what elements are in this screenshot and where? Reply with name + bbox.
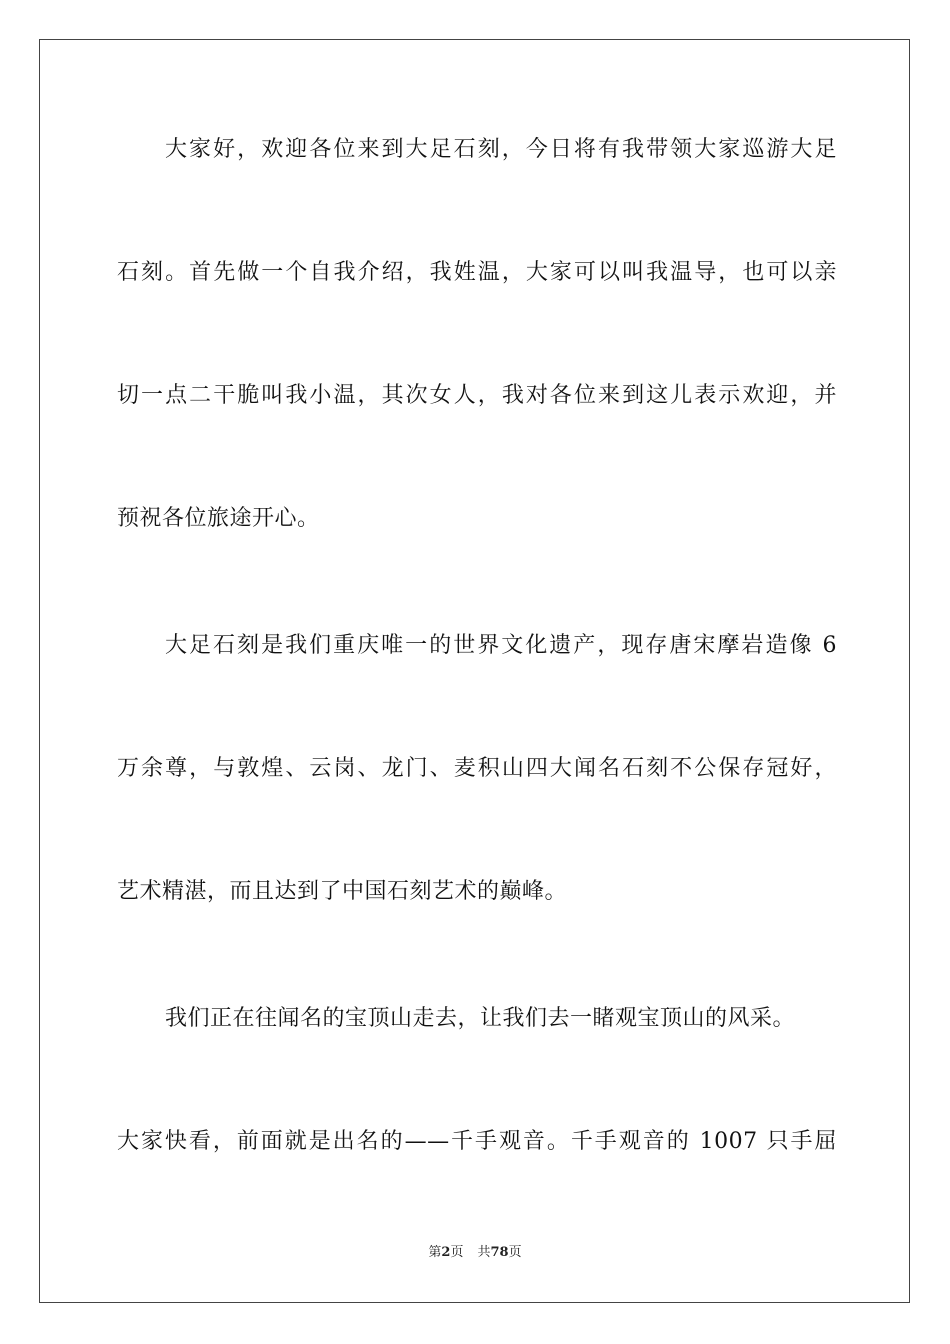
text-line: 大足石刻是我们重庆唯一的世界文化遗产，现存唐宋摩岩造像 6 (165, 633, 837, 658)
page-border (39, 39, 910, 1303)
page-suffix: 页 (450, 1245, 464, 1260)
text-line: 预祝各位旅途开心。 (117, 506, 320, 531)
total-prefix: 共 (477, 1245, 491, 1260)
text-line: 石刻。首先做一个自我介绍，我姓温，大家可以叫我温导，也可以亲 (117, 260, 837, 285)
page-footer (0, 1244, 950, 1262)
total-suffix: 页 (508, 1245, 522, 1260)
text-line: 大家快看，前面就是出名的——千手观音。千手观音的 1007 只手屈 (117, 1129, 837, 1154)
text-line: 大家好，欢迎各位来到大足石刻，今日将有我带领大家巡游大足 (165, 137, 837, 162)
total-pages: 78 (490, 1245, 509, 1260)
text-line: 切一点二干脆叫我小温，其次女人，我对各位来到这儿表示欢迎，并 (117, 383, 837, 408)
text-line: 艺术精湛，而且达到了中国石刻艺术的巅峰。 (117, 879, 568, 904)
text-line: 万余尊，与敦煌、云岗、龙门、麦积山四大闻名石刻不公保存冠好， (117, 756, 837, 781)
page-number: 2 (441, 1245, 451, 1260)
text-line: 我们正在往闻名的宝顶山走去，让我们去一睹观宝顶山的风采。 (165, 1006, 796, 1031)
page-prefix: 第 (428, 1245, 442, 1260)
